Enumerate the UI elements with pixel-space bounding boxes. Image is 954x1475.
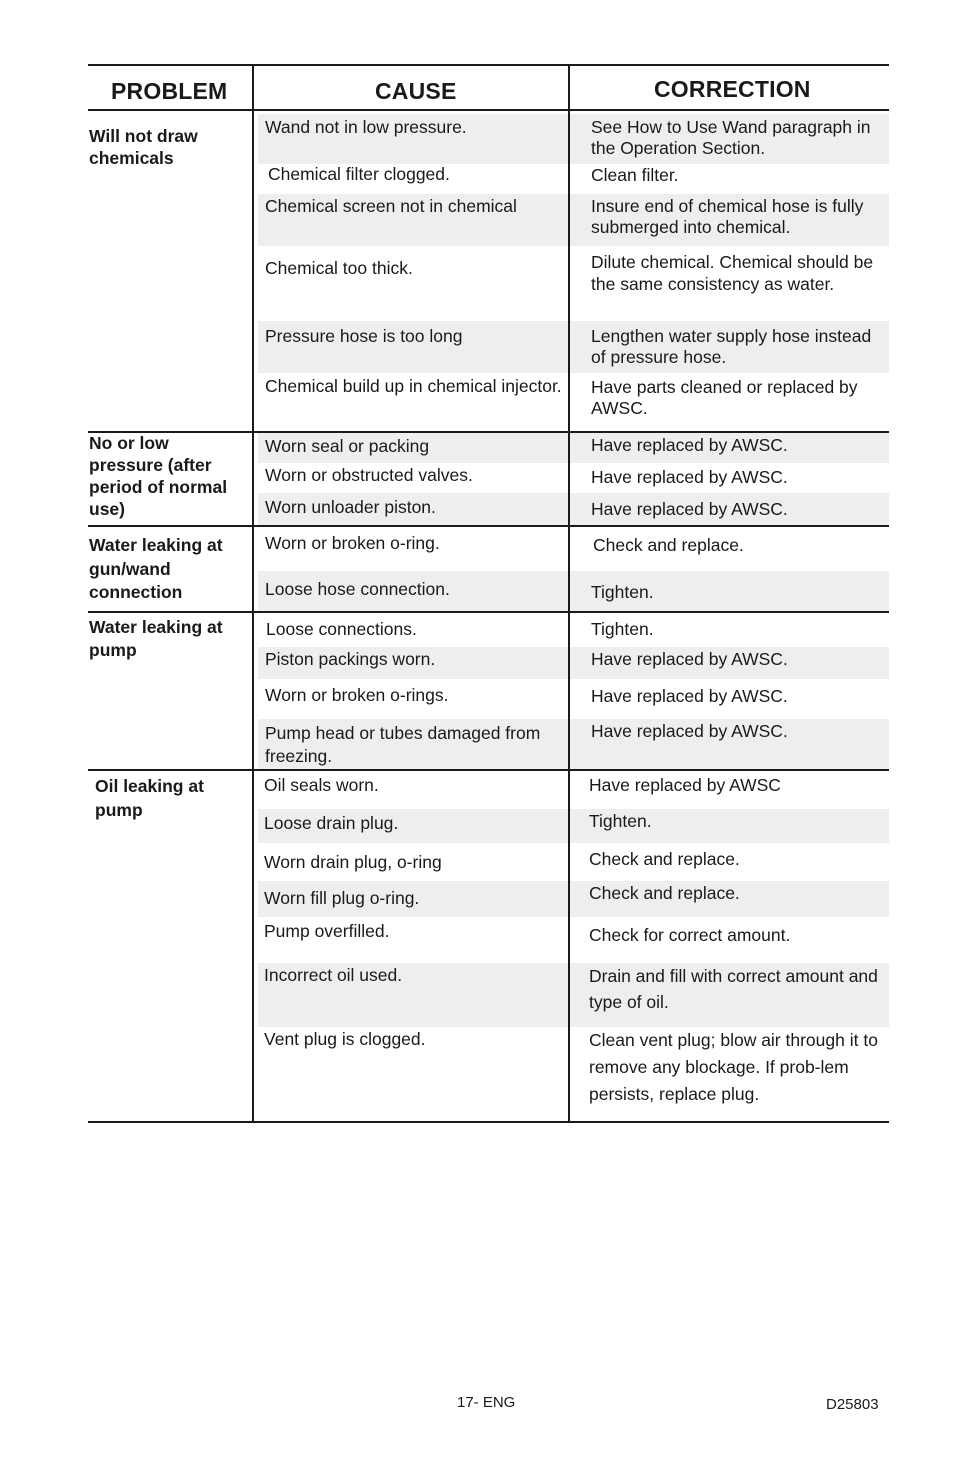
- cause-cell: Loose drain plug.: [264, 813, 399, 833]
- cause-cell: Loose hose connection.: [265, 579, 450, 599]
- cause-cell: Oil seals worn.: [264, 775, 379, 795]
- correction-cell: Tighten.: [589, 811, 652, 831]
- cause-cell: Chemical filter clogged.: [268, 164, 450, 184]
- cause-cell: Worn seal or packing: [265, 436, 430, 456]
- column-divider-cause-correction: [568, 64, 570, 1123]
- problem-group-oil-leaking-pump: [88, 771, 889, 1121]
- correction-cell: Clean filter.: [591, 165, 679, 185]
- cause-cell: Pressure hose is too long: [265, 326, 463, 346]
- correction-cell: Check and replace.: [593, 535, 744, 555]
- correction-cell: Insure end of chemical hose is fully submerged into chemical.: [591, 196, 864, 237]
- problem-group-water-leaking-pump: [88, 613, 889, 771]
- cause-cell: Worn or broken o-rings.: [265, 685, 449, 705]
- correction-cell: Tighten.: [591, 582, 654, 602]
- cause-cell: Worn or obstructed valves.: [265, 465, 473, 485]
- table-row: [258, 1027, 889, 1119]
- table-row: [258, 881, 889, 917]
- correction-cell: Dilute chemical. Chemical should be the same consistency as water.: [591, 252, 874, 294]
- problem-group-no-or-low-pressure: [88, 431, 889, 527]
- header-problem: PROBLEM: [111, 78, 228, 104]
- problem-group-water-leaking-gun-wand: [88, 527, 889, 613]
- problem-label: Oil leaking at pump: [95, 776, 204, 820]
- table-row: [258, 843, 889, 881]
- cause-cell: Worn unloader piston.: [265, 497, 436, 517]
- table-row: [258, 613, 889, 647]
- correction-cell: Clean vent plug; blow air through it to remove any blockage. If prob-lem persists, replace plug.: [589, 1030, 878, 1104]
- correction-cell: Lengthen water supply hose instead of pressure hose.: [591, 326, 872, 367]
- problem-label: Will not draw chemicals: [89, 126, 198, 168]
- problem-label: Water leaking at gun/wand connection: [89, 535, 223, 602]
- table-row: [258, 963, 889, 1027]
- correction-cell: Check and replace.: [589, 883, 740, 903]
- table-row: [258, 771, 889, 809]
- table-row: [258, 647, 889, 679]
- cause-cell: Chemical build up in chemical injector.: [265, 376, 562, 396]
- table-row: [258, 527, 889, 571]
- table-row: [258, 809, 889, 843]
- table-row: [258, 164, 889, 194]
- table-row: [258, 114, 889, 164]
- problem-label: Water leaking at pump: [89, 617, 223, 660]
- correction-cell: Check for correct amount.: [589, 925, 791, 945]
- table-header: [88, 66, 889, 111]
- cause-cell: Pump head or tubes damaged from freezing.: [265, 723, 541, 766]
- problem-group-will-not-draw-chemicals: [88, 111, 889, 433]
- cause-cell: Worn drain plug, o-ring: [264, 852, 442, 872]
- correction-cell: Drain and fill with correct amount and type of oil.: [589, 966, 878, 1012]
- correction-cell: Have replaced by AWSC.: [591, 686, 788, 706]
- table-row: [258, 321, 889, 373]
- correction-cell: Tighten.: [591, 619, 654, 639]
- table-row: [258, 194, 889, 246]
- table-row: [258, 917, 889, 963]
- correction-cell: Have replaced by AWSC.: [591, 499, 788, 519]
- correction-cell: Have replaced by AWSC.: [591, 435, 788, 455]
- correction-cell: Have replaced by AWSC.: [591, 467, 788, 487]
- cause-cell: Wand not in low pressure.: [265, 117, 467, 137]
- correction-cell: See How to Use Wand paragraph in the Operation Section.: [591, 117, 871, 158]
- document-code: D25803: [826, 1396, 879, 1413]
- table-row: [258, 679, 889, 719]
- header-correction: CORRECTION: [654, 76, 811, 102]
- correction-cell: Have replaced by AWSC.: [591, 649, 788, 669]
- correction-cell: Check and replace.: [589, 849, 740, 869]
- cause-cell: Loose connections.: [266, 619, 417, 639]
- table-row: [258, 571, 889, 611]
- problem-label: No or low pressure (after period of normal use): [89, 433, 228, 519]
- cause-cell: Chemical too thick.: [265, 258, 413, 278]
- table-bottom-rule: [88, 1121, 889, 1123]
- table-row: [258, 719, 889, 769]
- page-number: 17- ENG: [457, 1394, 516, 1411]
- column-divider-problem-cause: [252, 64, 254, 1123]
- header-cause: CAUSE: [375, 78, 457, 104]
- table-row: [258, 493, 889, 525]
- table-row: [258, 433, 889, 463]
- cause-cell: Vent plug is clogged.: [264, 1029, 426, 1049]
- cause-cell: Worn or broken o-ring.: [265, 533, 440, 553]
- cause-cell: Piston packings worn.: [265, 649, 436, 669]
- correction-cell: Have replaced by AWSC: [589, 775, 781, 795]
- correction-cell: Have replaced by AWSC.: [591, 721, 788, 741]
- cause-cell: Incorrect oil used.: [264, 965, 403, 985]
- cause-cell: Worn fill plug o-ring.: [264, 888, 420, 908]
- correction-cell: Have parts cleaned or replaced by AWSC.: [591, 377, 858, 418]
- table-row: [258, 246, 889, 321]
- cause-cell: Pump overfilled.: [264, 921, 390, 941]
- table-row: [258, 373, 889, 431]
- cause-cell: Chemical screen not in chemical: [265, 196, 517, 216]
- table-row: [258, 463, 889, 493]
